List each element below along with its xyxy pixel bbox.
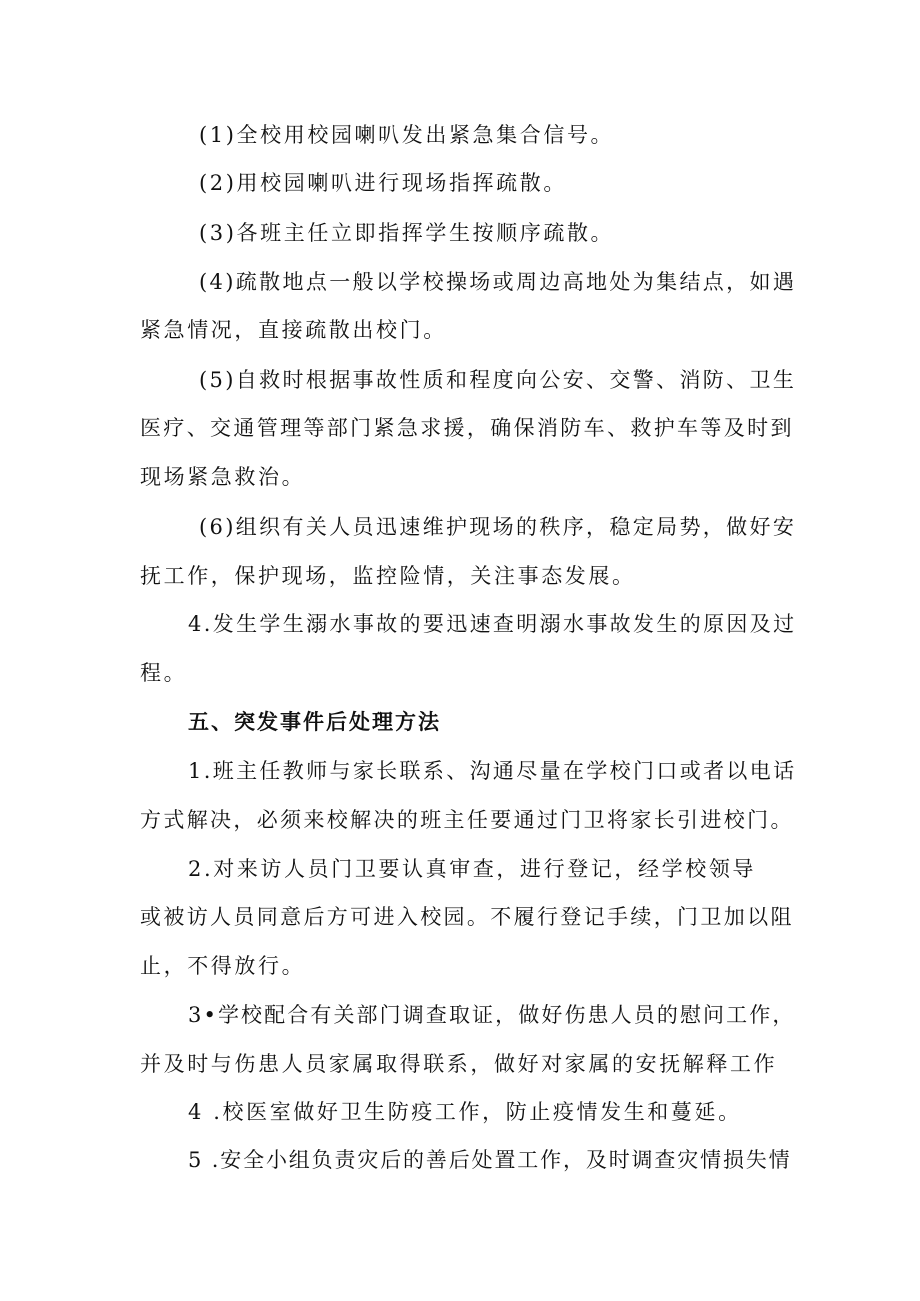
paragraph-line: 现场紧急救治。 xyxy=(140,465,306,489)
paragraph-line: 并及时与伤患人员家属取得联系，做好对家属的安抚解释工作 xyxy=(140,1052,778,1076)
paragraph-line: 2.对来访人员门卫要认真审查，进行登记，经学校领导 xyxy=(188,857,757,881)
paragraph-line: (4)疏散地点一般以学校操场或周边高地处为集结点，如遇 xyxy=(199,270,797,294)
section-heading: 五、突发事件后处理方法 xyxy=(188,710,441,734)
paragraph-line: 抚工作，保护现场，监控险情，关注事态发展。 xyxy=(140,564,636,588)
paragraph-line: 5 .安全小组负责灾后的善后处置工作，及时调查灾情损失情 xyxy=(188,1148,792,1172)
paragraph-line: 紧急情况，直接疏散出校门。 xyxy=(140,318,447,342)
paragraph-line: (5)自救时根据事故性质和程度向公安、交警、消防、卫生 xyxy=(199,368,797,392)
paragraph-line: 1.班主任教师与家长联系、沟通尽量在学校门口或者以电话 xyxy=(188,759,797,783)
paragraph-line: 3•学校配合有关部门调查取证，做好伤患人员的慰问工作， xyxy=(188,1003,796,1027)
paragraph-line: 4 .校医室做好卫生防疫工作，防止疫情发生和蔓延。 xyxy=(188,1100,742,1124)
paragraph-line: (2)用校园喇叭进行现场指挥疏散。 xyxy=(199,171,567,195)
paragraph-line: 4.发生学生溺水事故的要迅速查明溺水事故发生的原因及过 xyxy=(188,612,797,636)
paragraph-line: 止，不得放行。 xyxy=(140,954,306,978)
paragraph-line: 程。 xyxy=(140,661,188,685)
paragraph-line: 或被访人员同意后方可进入校园。不履行登记手续，门卫加以阻 xyxy=(140,905,794,929)
paragraph-line: (6)组织有关人员迅速维护现场的秩序，稳定局势，做好安 xyxy=(199,515,797,539)
paragraph-line: (3)各班主任立即指挥学生按顺序疏散。 xyxy=(199,221,615,245)
paragraph-line: 方式解决，必须来校解决的班主任要通过门卫将家长引进校门。 xyxy=(140,808,794,832)
paragraph-line: (1)全校用校园喇叭发出紧急集合信号。 xyxy=(199,123,615,147)
paragraph-line: 医疗、交通管理等部门紧急求援，确保消防车、救护车等及时到 xyxy=(140,416,794,440)
